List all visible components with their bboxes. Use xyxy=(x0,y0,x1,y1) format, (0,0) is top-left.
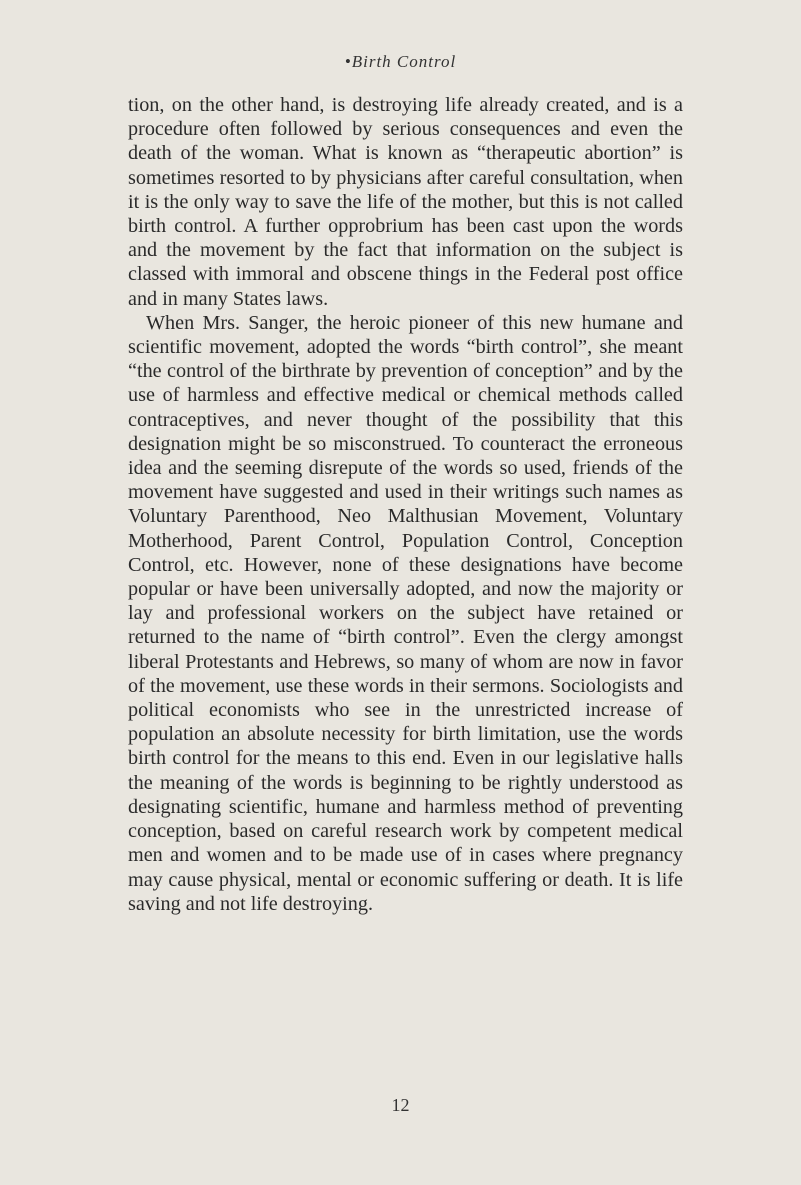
paragraph: When Mrs. Sanger, the heroic pioneer of this new humane and scientific movement, adopted the words “birth control”, she meant “the control of the birthrate by prevention of conception” and by the use of harmless and effective medical or chemical methods called contraceptives, and never thought of the possibility that this designation might be so misconstrued. To counteract the erroneous idea and the seeming disrepute of the words so used, friends of the movement have suggested and used in their writings such names as Voluntary Parenthood, Neo Malthusian Movement, Voluntary Motherhood, Parent Control, Population Control, Conception Control, etc. However, none of these designations have become popular or have been universally adopted, and now the majority or lay and professional workers on the subject have retained or returned to the name of “birth control”. Even the clergy amongst liberal Protestants and Hebrews, so many of whom are now in favor of the movement, use these words in their sermons. Sociologists and political economists who see in the unrestricted increase of population an absolute necessity for birth limitation, use the words birth control for the means to this end. Even in our legislative halls the meaning of the words is beginning to be rightly understood as designating scientific, humane and harmless method of preventing conception, based on careful research work by competent medical men and women and to be made use of in cases where pregnancy may cause physical, mental or economic suffering or death. It is life saving and not life destroying. xyxy=(128,311,683,915)
running-header: •Birth Control xyxy=(344,52,457,71)
page-number: 12 xyxy=(391,1095,410,1115)
paragraph: tion, on the other hand, is destroying life already created, and is a procedure often followed by serious consequences and even the death of the woman. What is known as “therapeutic abortion” is sometimes resorted to by physicians after careful consultation, when it is the only way to save the life of the mother, but this is not called birth control. A further opprobrium has been cast upon the words and the movement by the fact that information on the subject is classed with immoral and obscene things in the Federal post office and in many States laws. xyxy=(128,94,683,310)
body-text xyxy=(128,93,683,916)
